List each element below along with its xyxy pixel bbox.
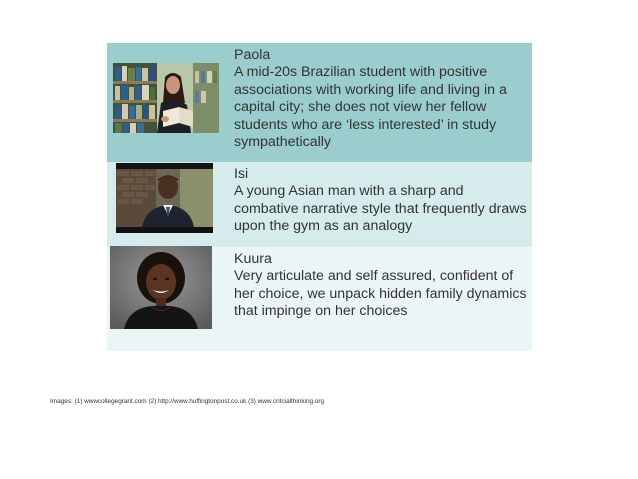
- profile-text-paola: [232, 43, 532, 162]
- young-woman-photo-icon: [110, 246, 212, 329]
- profile-text-isi: [232, 162, 532, 247]
- student-reading-photo-icon: [113, 63, 219, 133]
- profile-image-cell: [107, 43, 232, 162]
- profile-image-cell: [107, 162, 232, 247]
- profile-name: Isi: [234, 166, 249, 182]
- profile-name: Paola: [234, 47, 271, 63]
- profile-name: Kuura: [234, 251, 272, 267]
- profile-row-paola: [107, 43, 532, 162]
- profile-description: Very articulate and self assured, confident of her choice, we unpack hidden family dynamics that impinge on her choices: [234, 268, 527, 320]
- profile-description: A young Asian man with a sharp and combative narrative style that frequently draws upon the gym as an analogy: [234, 183, 527, 235]
- profile-row-kuura: [107, 247, 532, 351]
- young-man-photo-icon: [116, 163, 213, 233]
- image-sources-caption: Images: (1) wwwcollegegrant.com (2) http://www.huffingtonpost.co.uk (3) www.critcialthinking.org: [50, 398, 325, 405]
- profile-image-cell: [107, 247, 232, 351]
- profile-row-isi: [107, 162, 532, 247]
- profile-text-kuura: [232, 247, 532, 351]
- profiles-table: [107, 43, 532, 351]
- profile-description: A mid-20s Brazilian student with positive associations with working life and living in a capital city; she does not view her fellow students who are ‘less interested’ in study sympathetically: [234, 64, 507, 151]
